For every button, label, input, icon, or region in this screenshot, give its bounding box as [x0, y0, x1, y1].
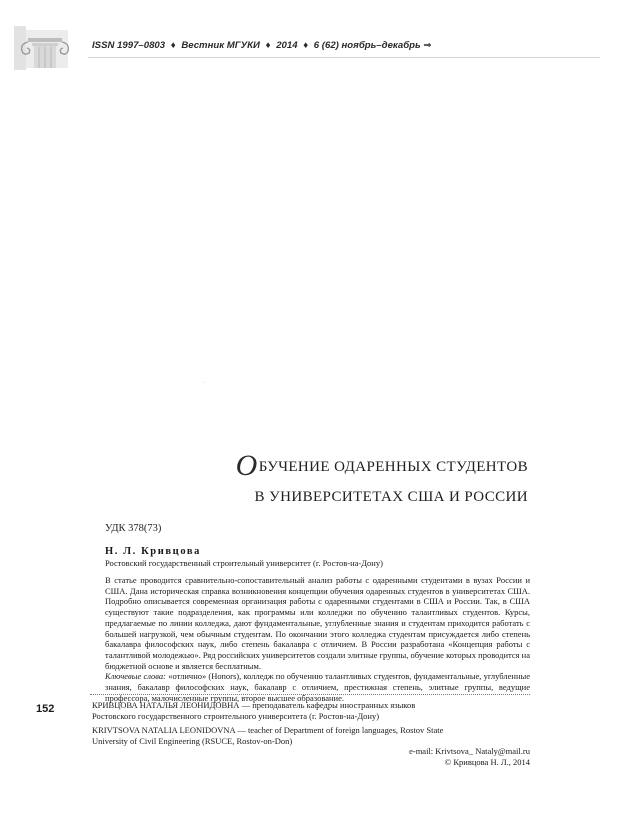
article-body: [105, 523, 530, 703]
author-affiliation: Ростовский государственный строительный университет (г. Ростов-на-Дону): [105, 558, 383, 568]
header-rule: [88, 57, 600, 58]
diamond-icon: ♦: [265, 40, 271, 51]
author-info-ru-line1: КРИВЦОВА НАТАЛЬЯ ЛЕОНИДОВНА — преподаватель кафедры иностранных языков: [92, 700, 416, 710]
journal-year: 2014: [276, 40, 298, 51]
copyright: © Кривцова Н. Л., 2014: [444, 756, 530, 767]
double-arrow-right-icon: ⇒: [423, 40, 432, 51]
author-info-en-line2: University of Civil Engineering (RSUCE, Rostov-on-Don): [92, 735, 293, 746]
keywords-text: «отлично» (Honors), колледж по обучению талантливых студентов, фундаментальные, углубленные знания, бакалавр философских наук, бакалавр с отличием, престижная степень, элитные группы, ведущие профессора, малочисленные группы, второе высшее образование.: [105, 671, 531, 703]
author-info-ru-line2: Ростовского государственного строительного университета (г. Ростов-на-Дону): [92, 710, 380, 721]
author-name: Н. Л. Кривцова: [105, 546, 202, 557]
page-number: 152: [36, 703, 55, 715]
diamond-icon: ♦: [303, 40, 309, 51]
column-capital-icon: [14, 26, 78, 70]
diamond-icon: ♦: [170, 40, 176, 51]
author-info-en-line1: KRIVTSOVA NATALIA LEONIDOVNA — teacher of Department of foreign languages, Rostov State: [92, 725, 444, 736]
author-info-footer: [92, 700, 530, 768]
title-line-1-text: БУЧЕНИЕ ОДАРЕННЫХ СТУДЕНТОВ: [258, 459, 528, 475]
abstract: [105, 575, 530, 703]
footer-divider: [90, 694, 530, 695]
journal-name: Вестник МГУКИ: [181, 40, 260, 51]
speck-mark: ·: [203, 380, 205, 386]
keywords: [105, 671, 530, 703]
title-line-2: В УНИВЕРСИТЕТАХ США И РОССИИ: [254, 489, 528, 505]
journal-issue: 6 (62) ноябрь–декабрь: [313, 40, 421, 51]
title-drop-initial: О: [235, 449, 258, 482]
abstract-text: В статье проводится сравнительно-сопоставительный анализ работы с одаренными студентами в вузах России и США. Дана историческая справка возникновения концепции обучения одаренных студентов в университетах США. Подробно описывается современная организация работы с одаренными студентами в США и России. Так, в США существуют такие подразделения, как программы или колледжи по обучению талантливых студентов. Курсы, предлагаемые по линии колледжа, дают фундаментальные, углубленные знания и студентам приходится работать с большей нагрузкой, чем обычным студентам. По окончании этого колледжа студентам присуждается либо степень бакалавра философских наук, либо степень бакалавра с отличием. В России разработана «Концепция работы с талантливой молодежью». Ряд российских университетов создали элитные группы, обучение которых проводится на бюджетной основе и является бесплатным.: [105, 575, 530, 671]
issn: ISSN 1997–0803: [92, 40, 166, 51]
journal-info-line: [92, 40, 431, 51]
udk-code: УДК 378(73): [105, 523, 162, 534]
keywords-label: Ключевые слова:: [105, 671, 167, 682]
article-title: [235, 449, 528, 506]
page-header: [0, 0, 617, 70]
author-email[interactable]: e-mail: Krivtsova_ Nataly@mail.ru: [409, 746, 530, 757]
title-line-1: [235, 449, 528, 482]
